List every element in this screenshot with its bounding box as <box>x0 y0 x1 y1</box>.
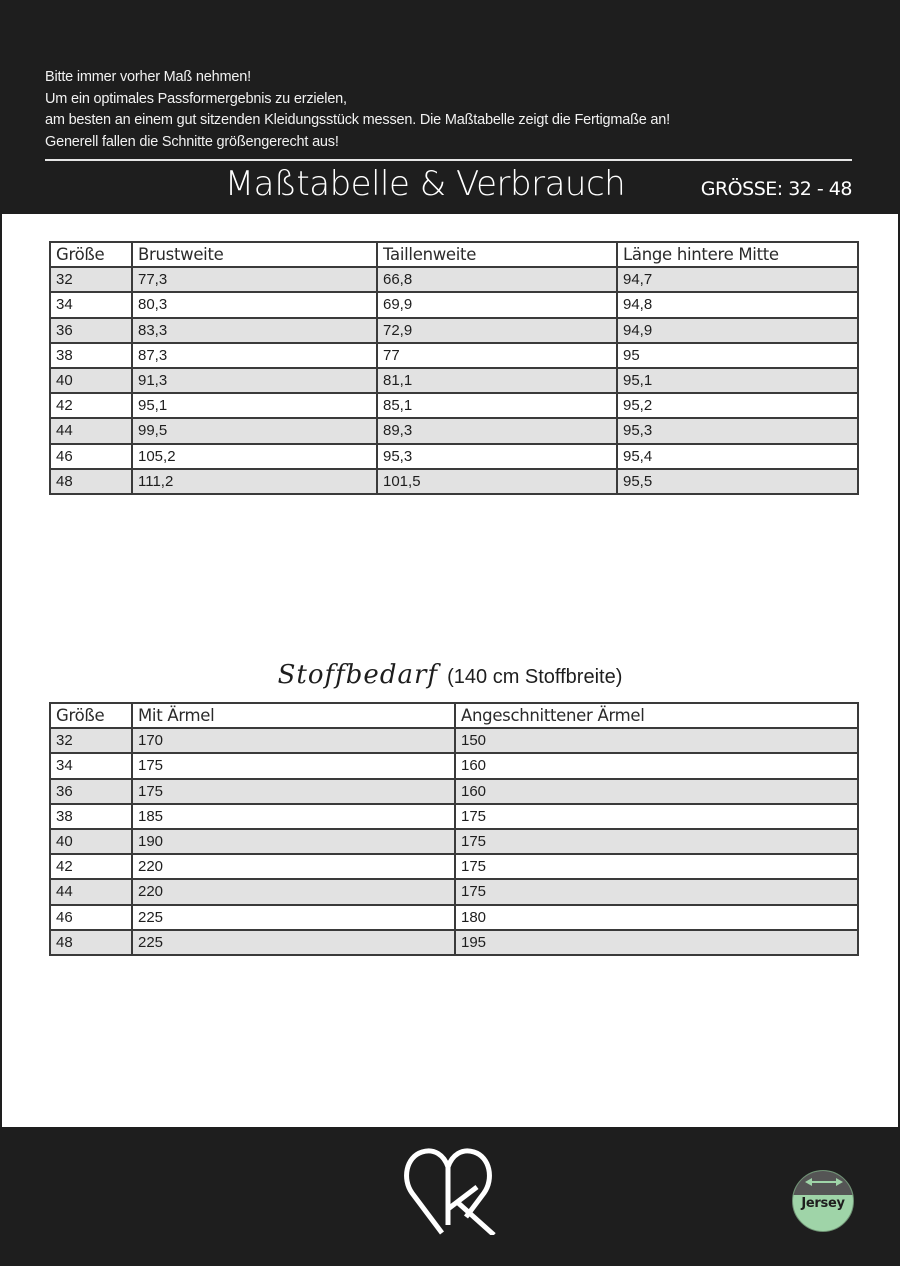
table-cell: 34 <box>50 753 132 778</box>
column-header: Angeschnittener Ärmel <box>455 703 858 728</box>
table-cell: 40 <box>50 368 132 393</box>
column-header: Länge hintere Mitte <box>617 242 858 267</box>
size-range: GRÖSSE: 32 - 48 <box>700 178 852 200</box>
table-cell: 80,3 <box>132 292 377 317</box>
table-cell: 69,9 <box>377 292 617 317</box>
table-row <box>50 779 858 804</box>
table-cell: 95,3 <box>617 418 858 443</box>
table-cell: 95,1 <box>617 368 858 393</box>
fabric-section-title <box>2 660 898 690</box>
heart-k-logo-icon <box>404 1143 500 1235</box>
header <box>0 0 900 214</box>
column-header: Taillenweite <box>377 242 617 267</box>
double-arrow-icon <box>805 1177 843 1187</box>
table-cell: 40 <box>50 829 132 854</box>
table-cell: 225 <box>132 930 455 955</box>
table-cell: 175 <box>132 753 455 778</box>
table-header-row <box>50 242 858 267</box>
table-cell: 48 <box>50 930 132 955</box>
table-cell: 85,1 <box>377 393 617 418</box>
divider <box>45 159 852 161</box>
fabric-subtitle: (140 cm Stoffbreite) <box>447 666 623 688</box>
table-cell: 77,3 <box>132 267 377 292</box>
table-header-row <box>50 703 858 728</box>
table-cell: 95,4 <box>617 444 858 469</box>
table-cell: 48 <box>50 469 132 494</box>
table-row <box>50 879 858 904</box>
table-row <box>50 753 858 778</box>
table-cell: 34 <box>50 292 132 317</box>
table-cell: 95,5 <box>617 469 858 494</box>
table-cell: 170 <box>132 728 455 753</box>
table-row <box>50 418 858 443</box>
table-cell: 105,2 <box>132 444 377 469</box>
table-cell: 101,5 <box>377 469 617 494</box>
table-cell: 42 <box>50 854 132 879</box>
table-cell: 94,7 <box>617 267 858 292</box>
table-cell: 160 <box>455 779 858 804</box>
table-cell: 175 <box>132 779 455 804</box>
table-cell: 38 <box>50 343 132 368</box>
fabric-title-script: Stoffbedarf <box>277 660 439 690</box>
table-cell: 99,5 <box>132 418 377 443</box>
table-cell: 32 <box>50 728 132 753</box>
measurements-table <box>49 241 859 495</box>
intro-line: Um ein optimales Passformergebnis zu erzielen, <box>45 90 347 107</box>
table-cell: 87,3 <box>132 343 377 368</box>
column-header: Brustweite <box>132 242 377 267</box>
column-header: Größe <box>50 242 132 267</box>
table-row <box>50 444 858 469</box>
table-cell: 225 <box>132 905 455 930</box>
table-cell: 42 <box>50 393 132 418</box>
table-cell: 175 <box>455 829 858 854</box>
table-cell: 91,3 <box>132 368 377 393</box>
table-row <box>50 368 858 393</box>
table-cell: 94,8 <box>617 292 858 317</box>
table-cell: 175 <box>455 879 858 904</box>
table-cell: 77 <box>377 343 617 368</box>
table-cell: 150 <box>455 728 858 753</box>
badge-label: Jersey <box>801 1196 845 1211</box>
table-cell: 95 <box>617 343 858 368</box>
table-cell: 95,2 <box>617 393 858 418</box>
jersey-badge <box>792 1170 854 1232</box>
table-row <box>50 804 858 829</box>
table-row <box>50 469 858 494</box>
table-cell: 160 <box>455 753 858 778</box>
table-row <box>50 267 858 292</box>
table-cell: 44 <box>50 418 132 443</box>
table-cell: 111,2 <box>132 469 377 494</box>
table-cell: 38 <box>50 804 132 829</box>
table-row <box>50 343 858 368</box>
page-title: Maßtabelle & Verbrauch <box>224 164 626 204</box>
table-cell: 94,9 <box>617 318 858 343</box>
table-cell: 36 <box>50 318 132 343</box>
column-header: Mit Ärmel <box>132 703 455 728</box>
table-cell: 66,8 <box>377 267 617 292</box>
footer <box>0 1127 900 1266</box>
intro-text <box>45 67 670 153</box>
table-row <box>50 292 858 317</box>
table-cell: 95,3 <box>377 444 617 469</box>
table-row <box>50 930 858 955</box>
table-row <box>50 829 858 854</box>
table-cell: 44 <box>50 879 132 904</box>
table-cell: 185 <box>132 804 455 829</box>
table-cell: 72,9 <box>377 318 617 343</box>
table-cell: 220 <box>132 879 455 904</box>
table-cell: 220 <box>132 854 455 879</box>
table-cell: 175 <box>455 804 858 829</box>
table-cell: 190 <box>132 829 455 854</box>
table-row <box>50 728 858 753</box>
content-page <box>2 214 898 1127</box>
intro-line: Bitte immer vorher Maß nehmen! <box>45 69 251 85</box>
intro-line: Generell fallen die Schnitte größengerecht aus! <box>45 133 339 150</box>
table-row <box>50 905 858 930</box>
table-row <box>50 854 858 879</box>
table-cell: 175 <box>455 854 858 879</box>
table-row <box>50 393 858 418</box>
table-row <box>50 318 858 343</box>
table-cell: 83,3 <box>132 318 377 343</box>
table-cell: 32 <box>50 267 132 292</box>
table-cell: 89,3 <box>377 418 617 443</box>
table-cell: 180 <box>455 905 858 930</box>
intro-line: am besten an einem gut sitzenden Kleidungsstück messen. Die Maßtabelle zeigt die Fertigmaße an! <box>45 112 670 128</box>
table-cell: 46 <box>50 444 132 469</box>
table-cell: 95,1 <box>132 393 377 418</box>
table-cell: 36 <box>50 779 132 804</box>
table-cell: 81,1 <box>377 368 617 393</box>
table-cell: 46 <box>50 905 132 930</box>
table-cell: 195 <box>455 930 858 955</box>
fabric-table <box>49 702 859 956</box>
column-header: Größe <box>50 703 132 728</box>
